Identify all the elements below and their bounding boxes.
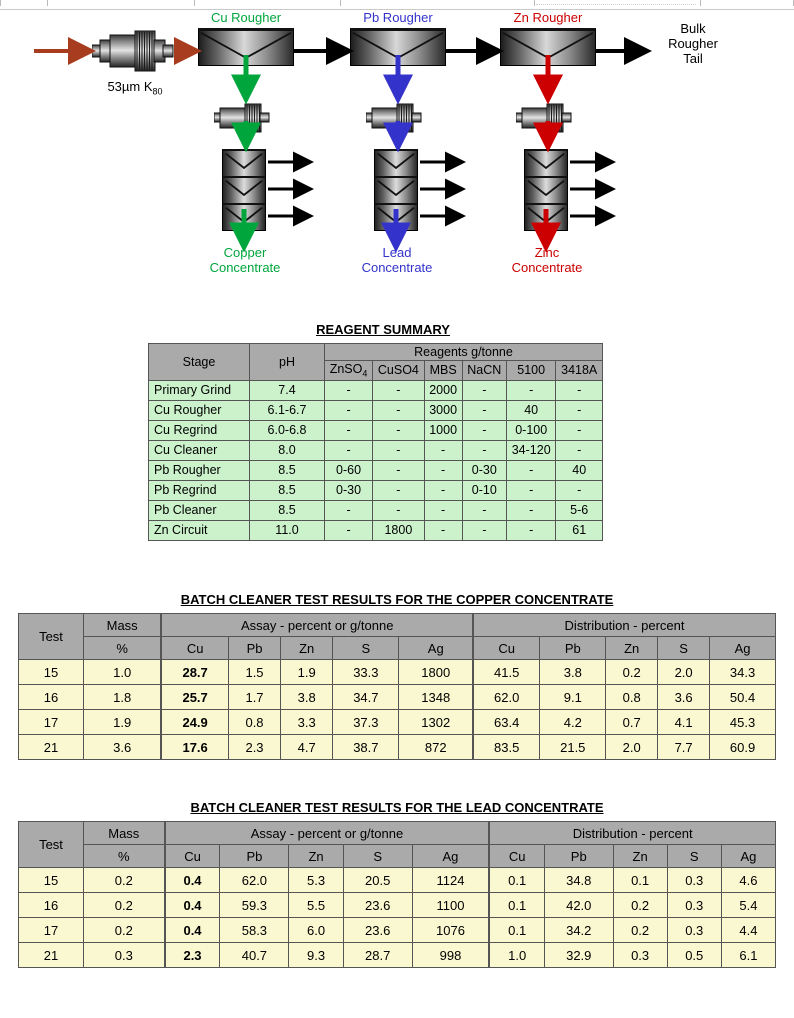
label-zn-rougher: Zn Rougher bbox=[513, 10, 583, 25]
copper-cell-dist: 7.7 bbox=[658, 735, 710, 760]
reagent-table-head bbox=[149, 344, 603, 381]
cu-cleaner-cell-2 bbox=[222, 176, 266, 204]
copper-cell-assay: 3.8 bbox=[281, 685, 333, 710]
lead-table-head bbox=[19, 822, 776, 868]
lead-header-mass-unit: % bbox=[84, 845, 165, 868]
lead-cell-assay: 1100 bbox=[412, 893, 489, 918]
copper-cell-dist: 4.2 bbox=[540, 710, 606, 735]
copper-results-title bbox=[18, 592, 776, 607]
reagent-cell-value: - bbox=[462, 440, 506, 460]
copper-header-dist-s: S bbox=[658, 637, 710, 660]
reagent-cell-value: - bbox=[556, 440, 603, 460]
copper-header-assay-s: S bbox=[333, 637, 399, 660]
copper-cell-dist: 0.2 bbox=[606, 660, 658, 685]
label-lead-concentrate bbox=[342, 245, 452, 275]
reagent-header-nacn: NaCN bbox=[462, 361, 506, 381]
copper-cell-dist: 83.5 bbox=[473, 735, 540, 760]
lead-cell-dist: 0.1 bbox=[489, 893, 544, 918]
copper-cell-dist: 2.0 bbox=[658, 660, 710, 685]
copper-cell-dist: 3.6 bbox=[658, 685, 710, 710]
reagent-header-mbs: MBS bbox=[424, 361, 462, 381]
zinc-conc-line-2: Concentrate bbox=[511, 260, 583, 275]
reagent-cell-value: - bbox=[424, 440, 462, 460]
copper-header-dist-zn: Zn bbox=[606, 637, 658, 660]
copper-header-assay-zn: Zn bbox=[281, 637, 333, 660]
cell-v-shape-icon bbox=[199, 31, 293, 65]
reagent-cell-value: - bbox=[506, 480, 555, 500]
reagent-cell-value: - bbox=[462, 400, 506, 420]
table-row bbox=[19, 735, 776, 760]
copper-cell-dist: 0.8 bbox=[606, 685, 658, 710]
copper-cell-assay: 0.8 bbox=[228, 710, 280, 735]
table-row bbox=[19, 893, 776, 918]
copper-cell-assay: 1800 bbox=[399, 660, 473, 685]
lead-cell-test: 21 bbox=[19, 943, 84, 968]
reagent-cell-value: - bbox=[462, 420, 506, 440]
copper-cell-dist: 3.8 bbox=[540, 660, 606, 685]
copper-cell-dist: 0.7 bbox=[606, 710, 658, 735]
copper-cell-assay: 3.3 bbox=[281, 710, 333, 735]
copper-cell-assay: 25.7 bbox=[161, 685, 228, 710]
lead-cell-dist: 0.3 bbox=[667, 893, 721, 918]
copper-header-dist-pb: Pb bbox=[540, 637, 606, 660]
lead-results-title-text: BATCH CLEANER TEST RESULTS FOR THE LEAD CONCENTRATE bbox=[190, 800, 604, 815]
copper-header-test: Test bbox=[19, 614, 84, 660]
zinc-conc-line-1: Zinc bbox=[534, 245, 560, 260]
lead-cell-dist: 32.9 bbox=[544, 943, 613, 968]
lead-header-test: Test bbox=[19, 822, 84, 868]
lead-conc-line-1: Lead bbox=[382, 245, 412, 260]
reagent-cell-stage: Cu Rougher bbox=[149, 400, 250, 420]
reagent-cell-ph: 7.4 bbox=[250, 380, 325, 400]
reagent-cell-value: - bbox=[325, 500, 373, 520]
reagent-cell-ph: 8.5 bbox=[250, 500, 325, 520]
copper-header-assay-group: Assay - percent or g/tonne bbox=[161, 614, 473, 637]
table-row bbox=[19, 660, 776, 685]
copper-cell-dist: 41.5 bbox=[473, 660, 540, 685]
reagent-cell-value: - bbox=[325, 440, 373, 460]
lead-header-dist-ag: Ag bbox=[721, 845, 775, 868]
reagent-cell-value: 40 bbox=[506, 400, 555, 420]
copper-header-assay-cu: Cu bbox=[161, 637, 228, 660]
reagent-cell-value: 1000 bbox=[424, 420, 462, 440]
lead-cell-dist: 42.0 bbox=[544, 893, 613, 918]
zn-cleaner-cell-3 bbox=[524, 203, 568, 231]
lead-cell-mass: 0.3 bbox=[84, 943, 165, 968]
copper-results-section bbox=[18, 592, 776, 760]
reagent-cell-value: 1800 bbox=[373, 520, 425, 540]
reagent-cell-ph: 6.1-6.7 bbox=[250, 400, 325, 420]
reagent-cell-value: - bbox=[373, 500, 425, 520]
table-row bbox=[19, 710, 776, 735]
reagent-header-row-1 bbox=[149, 344, 603, 361]
copper-header-row-1 bbox=[19, 614, 776, 637]
reagent-cell-value: - bbox=[373, 380, 425, 400]
copper-cell-assay: 24.9 bbox=[161, 710, 228, 735]
label-cu-rougher: Cu Rougher bbox=[210, 10, 282, 25]
lead-cell-assay: 62.0 bbox=[220, 868, 289, 893]
reagent-cell-value: 2000 bbox=[424, 380, 462, 400]
lead-header-mass: Mass bbox=[84, 822, 165, 845]
reagent-cell-value: - bbox=[424, 480, 462, 500]
feed-grind-size-sub: 80 bbox=[152, 86, 163, 97]
tail-line-2: Rougher bbox=[668, 36, 718, 51]
lead-cell-mass: 0.2 bbox=[84, 893, 165, 918]
reagent-cell-value: 61 bbox=[556, 520, 603, 540]
reagent-cell-value: - bbox=[373, 480, 425, 500]
copper-cell-assay: 2.3 bbox=[228, 735, 280, 760]
reagent-cell-value: - bbox=[556, 380, 603, 400]
reagent-cell-value: 0-30 bbox=[462, 460, 506, 480]
reagent-cell-value: 0-100 bbox=[506, 420, 555, 440]
lead-cell-dist: 4.6 bbox=[721, 868, 775, 893]
lead-cell-dist: 4.4 bbox=[721, 918, 775, 943]
lead-header-dist-group: Distribution - percent bbox=[489, 822, 775, 845]
reagent-cell-value: 34-120 bbox=[506, 440, 555, 460]
table-row bbox=[149, 480, 603, 500]
primary-grinding-mill-icon bbox=[92, 29, 174, 73]
reagent-cell-value: - bbox=[373, 420, 425, 440]
table-row bbox=[149, 500, 603, 520]
copper-header-assay-ag: Ag bbox=[399, 637, 473, 660]
copper-table-head bbox=[19, 614, 776, 660]
reagent-cell-value: - bbox=[506, 500, 555, 520]
reagent-cell-value: - bbox=[424, 500, 462, 520]
lead-header-dist-cu: Cu bbox=[489, 845, 544, 868]
copper-header-dist-ag: Ag bbox=[710, 637, 776, 660]
table-row bbox=[19, 685, 776, 710]
lead-results-title bbox=[18, 800, 776, 815]
copper-header-assay-pb: Pb bbox=[228, 637, 280, 660]
reagent-cell-value: - bbox=[506, 380, 555, 400]
lead-header-assay-pb: Pb bbox=[220, 845, 289, 868]
reagent-cell-value: - bbox=[373, 460, 425, 480]
reagent-cell-value: - bbox=[325, 380, 373, 400]
reagent-cell-value: - bbox=[506, 520, 555, 540]
copper-cell-test: 15 bbox=[19, 660, 84, 685]
reagent-cell-value: 3000 bbox=[424, 400, 462, 420]
lead-cell-assay: 998 bbox=[412, 943, 489, 968]
cu-cleaner-cell-1 bbox=[222, 149, 266, 177]
copper-cell-assay: 1.5 bbox=[228, 660, 280, 685]
copper-cell-dist: 21.5 bbox=[540, 735, 606, 760]
lead-cell-mass: 0.2 bbox=[84, 868, 165, 893]
copper-conc-line-1: Copper bbox=[223, 245, 267, 260]
label-copper-concentrate bbox=[190, 245, 300, 275]
copper-cell-dist: 62.0 bbox=[473, 685, 540, 710]
label-zinc-concentrate bbox=[492, 245, 602, 275]
copper-cell-assay: 1.7 bbox=[228, 685, 280, 710]
reagent-header-3418a: 3418A bbox=[556, 361, 603, 381]
zn-regrind-mill-icon bbox=[516, 101, 580, 135]
lead-cell-dist: 0.2 bbox=[613, 893, 667, 918]
copper-conc-line-2: Concentrate bbox=[209, 260, 281, 275]
tail-line-1: Bulk bbox=[680, 21, 706, 36]
lead-header-assay-group: Assay - percent or g/tonne bbox=[165, 822, 490, 845]
cell-v-shape-icon bbox=[351, 31, 445, 65]
copper-cell-dist: 45.3 bbox=[710, 710, 776, 735]
copper-cell-assay: 33.3 bbox=[333, 660, 399, 685]
table-row bbox=[149, 420, 603, 440]
lead-cell-dist: 1.0 bbox=[489, 943, 544, 968]
copper-cell-test: 21 bbox=[19, 735, 84, 760]
reagent-header-ph: pH bbox=[250, 344, 325, 381]
reagent-cell-stage: Pb Rougher bbox=[149, 460, 250, 480]
reagent-cell-value: 40 bbox=[556, 460, 603, 480]
reagent-cell-ph: 6.0-6.8 bbox=[250, 420, 325, 440]
reagent-summary-section bbox=[148, 322, 618, 541]
reagent-cell-value: - bbox=[462, 380, 506, 400]
copper-cell-dist: 4.1 bbox=[658, 710, 710, 735]
reagent-header-5100: 5100 bbox=[506, 361, 555, 381]
copper-cell-dist: 50.4 bbox=[710, 685, 776, 710]
copper-cell-mass: 1.8 bbox=[84, 685, 162, 710]
zn-rougher-cell bbox=[500, 28, 596, 66]
copper-cell-dist: 63.4 bbox=[473, 710, 540, 735]
lead-cell-assay: 1124 bbox=[412, 868, 489, 893]
lead-results-section bbox=[18, 800, 776, 968]
copper-cell-assay: 37.3 bbox=[333, 710, 399, 735]
pb-regrind-mill-icon bbox=[366, 101, 430, 135]
reagent-cell-value: - bbox=[373, 400, 425, 420]
table-row bbox=[19, 868, 776, 893]
copper-cell-mass: 3.6 bbox=[84, 735, 162, 760]
reagent-header-znso4-text: ZnSO bbox=[329, 362, 363, 376]
reagent-cell-value: 0-30 bbox=[325, 480, 373, 500]
lead-header-assay-zn: Zn bbox=[289, 845, 343, 868]
reagent-header-znso4 bbox=[325, 361, 373, 381]
table-row bbox=[149, 460, 603, 480]
copper-cell-dist: 34.3 bbox=[710, 660, 776, 685]
pb-cleaner-cell-2 bbox=[374, 176, 418, 204]
copper-cell-mass: 1.9 bbox=[84, 710, 162, 735]
cu-regrind-mill-icon bbox=[214, 101, 278, 135]
lead-cell-dist: 0.3 bbox=[667, 918, 721, 943]
lead-cell-dist: 6.1 bbox=[721, 943, 775, 968]
reagent-header-znso4-sub: 4 bbox=[362, 368, 368, 379]
reagent-cell-value: - bbox=[556, 400, 603, 420]
copper-header-dist-group: Distribution - percent bbox=[473, 614, 775, 637]
reagent-cell-value: - bbox=[325, 420, 373, 440]
copper-header-mass-unit: % bbox=[84, 637, 162, 660]
copper-cell-assay: 34.7 bbox=[333, 685, 399, 710]
pb-rougher-cell bbox=[350, 28, 446, 66]
copper-results-table bbox=[18, 613, 776, 760]
copper-cell-assay: 872 bbox=[399, 735, 473, 760]
lead-header-dist-s: S bbox=[667, 845, 721, 868]
copper-cell-assay: 1302 bbox=[399, 710, 473, 735]
reagent-summary-title-text: REAGENT SUMMARY bbox=[316, 322, 450, 337]
reagent-summary-title bbox=[148, 322, 618, 337]
lead-cell-assay: 9.3 bbox=[289, 943, 343, 968]
reagent-cell-value: - bbox=[506, 460, 555, 480]
copper-cell-dist: 2.0 bbox=[606, 735, 658, 760]
lead-cell-dist: 0.5 bbox=[667, 943, 721, 968]
copper-cell-assay: 28.7 bbox=[161, 660, 228, 685]
label-feed-grind-size bbox=[80, 79, 190, 100]
table-row bbox=[149, 400, 603, 420]
copper-cell-mass: 1.0 bbox=[84, 660, 162, 685]
reagent-cell-value: - bbox=[325, 520, 373, 540]
lead-cell-dist: 5.4 bbox=[721, 893, 775, 918]
lead-cell-assay: 40.7 bbox=[220, 943, 289, 968]
lead-cell-dist: 0.1 bbox=[489, 918, 544, 943]
reagent-cell-value: 0-10 bbox=[462, 480, 506, 500]
copper-results-title-text: BATCH CLEANER TEST RESULTS FOR THE COPPER CONCENTRATE bbox=[180, 592, 614, 607]
lead-cell-assay: 23.6 bbox=[343, 893, 412, 918]
reagent-header-cuso4: CuSO4 bbox=[373, 361, 425, 381]
copper-cell-assay: 17.6 bbox=[161, 735, 228, 760]
reagent-cell-value: 5-6 bbox=[556, 500, 603, 520]
copper-cell-test: 16 bbox=[19, 685, 84, 710]
table-row bbox=[149, 440, 603, 460]
lead-cell-assay: 23.6 bbox=[343, 918, 412, 943]
reagent-cell-value: - bbox=[373, 440, 425, 460]
copper-cell-dist: 9.1 bbox=[540, 685, 606, 710]
tail-line-3: Tail bbox=[683, 51, 703, 66]
lead-cell-assay: 5.3 bbox=[289, 868, 343, 893]
reagent-cell-value: - bbox=[556, 480, 603, 500]
lead-cell-dist: 0.3 bbox=[667, 868, 721, 893]
lead-cell-assay: 2.3 bbox=[165, 943, 220, 968]
copper-header-row-2 bbox=[19, 637, 776, 660]
reagent-cell-stage: Cu Cleaner bbox=[149, 440, 250, 460]
copper-cell-assay: 1348 bbox=[399, 685, 473, 710]
lead-header-row-2 bbox=[19, 845, 776, 868]
table-row bbox=[149, 380, 603, 400]
cell-v-shape-icon bbox=[501, 31, 595, 65]
lead-cell-test: 15 bbox=[19, 868, 84, 893]
lead-cell-assay: 0.4 bbox=[165, 893, 220, 918]
lead-cell-test: 16 bbox=[19, 893, 84, 918]
reagent-cell-stage: Cu Regrind bbox=[149, 420, 250, 440]
lead-header-dist-pb: Pb bbox=[544, 845, 613, 868]
reagent-summary-table bbox=[148, 343, 603, 541]
table-row bbox=[149, 520, 603, 540]
reagent-cell-stage: Pb Regrind bbox=[149, 480, 250, 500]
cu-cleaner-cell-3 bbox=[222, 203, 266, 231]
table-row bbox=[19, 943, 776, 968]
copper-cell-dist: 60.9 bbox=[710, 735, 776, 760]
lead-header-dist-zn: Zn bbox=[613, 845, 667, 868]
lead-cell-assay: 0.4 bbox=[165, 868, 220, 893]
copper-cell-assay: 38.7 bbox=[333, 735, 399, 760]
lead-cell-dist: 0.3 bbox=[613, 943, 667, 968]
feed-grind-size-text: 53µm K bbox=[107, 79, 153, 94]
reagent-cell-ph: 8.5 bbox=[250, 480, 325, 500]
reagent-cell-value: - bbox=[325, 400, 373, 420]
lead-cell-dist: 34.2 bbox=[544, 918, 613, 943]
lead-cell-assay: 1076 bbox=[412, 918, 489, 943]
lead-cell-dist: 0.2 bbox=[613, 918, 667, 943]
reagent-cell-value: - bbox=[462, 520, 506, 540]
lead-cell-assay: 58.3 bbox=[220, 918, 289, 943]
lead-cell-mass: 0.2 bbox=[84, 918, 165, 943]
reagent-cell-value: 0-60 bbox=[325, 460, 373, 480]
copper-cell-test: 17 bbox=[19, 710, 84, 735]
reagent-cell-value: - bbox=[462, 500, 506, 520]
reagent-cell-ph: 8.5 bbox=[250, 460, 325, 480]
pb-cleaner-cell-1 bbox=[374, 149, 418, 177]
reagent-cell-value: - bbox=[424, 520, 462, 540]
lead-header-assay-s: S bbox=[343, 845, 412, 868]
flowsheet-diagram bbox=[0, 9, 794, 294]
zn-cleaner-cell-1 bbox=[524, 149, 568, 177]
lead-header-assay-ag: Ag bbox=[412, 845, 489, 868]
lead-header-assay-cu: Cu bbox=[165, 845, 220, 868]
lead-cell-dist: 34.8 bbox=[544, 868, 613, 893]
lead-cell-assay: 5.5 bbox=[289, 893, 343, 918]
lead-header-row-1 bbox=[19, 822, 776, 845]
zn-cleaner-cell-2 bbox=[524, 176, 568, 204]
reagent-cell-stage: Pb Cleaner bbox=[149, 500, 250, 520]
reagent-cell-value: - bbox=[424, 460, 462, 480]
reagent-cell-value: - bbox=[556, 420, 603, 440]
reagent-cell-ph: 8.0 bbox=[250, 440, 325, 460]
cu-rougher-cell bbox=[198, 28, 294, 66]
lead-cell-test: 17 bbox=[19, 918, 84, 943]
lead-results-table bbox=[18, 821, 776, 968]
reagent-table-body bbox=[149, 380, 603, 540]
lead-cell-dist: 0.1 bbox=[613, 868, 667, 893]
copper-cell-assay: 1.9 bbox=[281, 660, 333, 685]
label-pb-rougher: Pb Rougher bbox=[363, 10, 433, 25]
copper-cell-assay: 4.7 bbox=[281, 735, 333, 760]
lead-table-body bbox=[19, 868, 776, 968]
reagent-header-group: Reagents g/tonne bbox=[325, 344, 603, 361]
lead-conc-line-2: Concentrate bbox=[361, 260, 433, 275]
table-row bbox=[19, 918, 776, 943]
lead-cell-dist: 0.1 bbox=[489, 868, 544, 893]
reagent-cell-stage: Primary Grind bbox=[149, 380, 250, 400]
reagent-cell-stage: Zn Circuit bbox=[149, 520, 250, 540]
lead-cell-assay: 59.3 bbox=[220, 893, 289, 918]
copper-header-mass: Mass bbox=[84, 614, 162, 637]
label-bulk-rougher-tail bbox=[648, 21, 738, 66]
copper-header-dist-cu: Cu bbox=[473, 637, 540, 660]
lead-cell-assay: 0.4 bbox=[165, 918, 220, 943]
lead-cell-assay: 6.0 bbox=[289, 918, 343, 943]
lead-cell-assay: 28.7 bbox=[343, 943, 412, 968]
reagent-header-stage: Stage bbox=[149, 344, 250, 381]
pb-cleaner-cell-3 bbox=[374, 203, 418, 231]
lead-cell-assay: 20.5 bbox=[343, 868, 412, 893]
copper-table-body bbox=[19, 660, 776, 760]
reagent-cell-ph: 11.0 bbox=[250, 520, 325, 540]
